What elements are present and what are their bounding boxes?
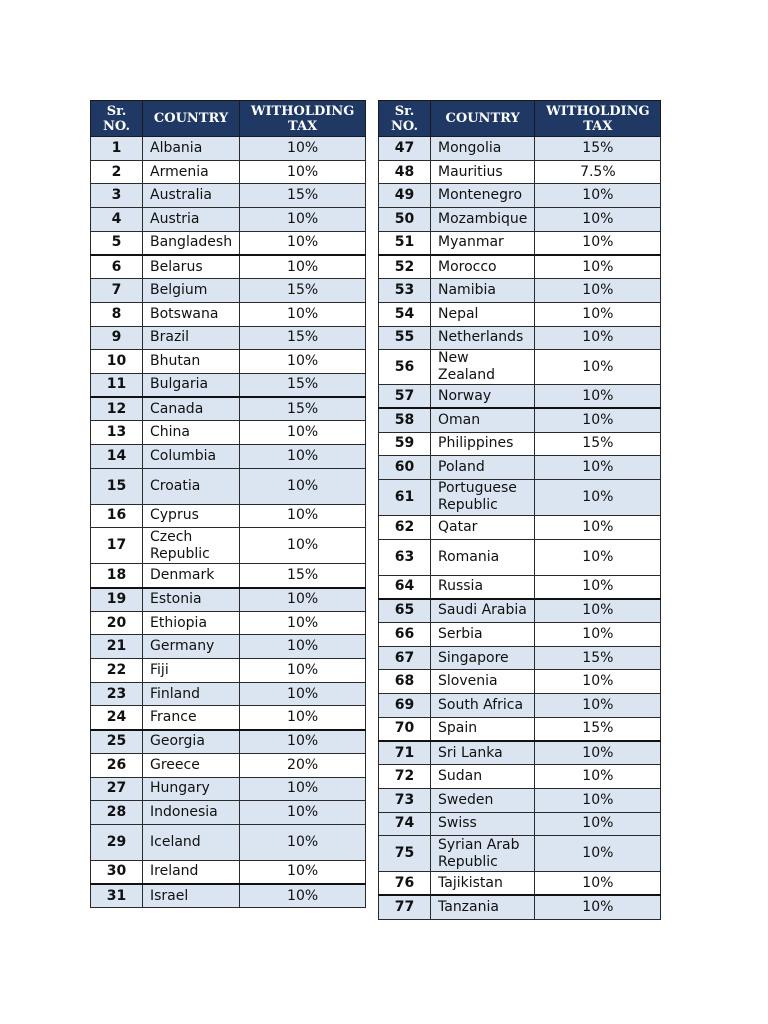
sr-no-cell: 64 (379, 575, 431, 599)
country-cell: Poland (431, 456, 535, 480)
tax-table-right (378, 100, 661, 920)
tax-rate-cell: 10% (240, 160, 366, 184)
country-cell: Armenia (143, 160, 240, 184)
sr-no-cell: 22 (91, 659, 143, 683)
tax-rate-cell: 10% (535, 408, 661, 432)
tax-rate-cell: 10% (535, 836, 661, 872)
tax-rate-cell: 10% (240, 528, 366, 564)
table-row (379, 255, 661, 279)
tax-rate-cell: 10% (240, 611, 366, 635)
table-row (379, 812, 661, 836)
table-row (379, 385, 661, 409)
sr-no-cell: 19 (91, 588, 143, 612)
table-row (91, 184, 366, 208)
country-cell: Georgia (143, 730, 240, 754)
table-row (91, 824, 366, 860)
sr-no-cell: 24 (91, 706, 143, 730)
sr-no-cell: 76 (379, 872, 431, 896)
tax-rate-cell: 10% (535, 670, 661, 694)
country-cell: Saudi Arabia (431, 599, 535, 623)
table-row (91, 588, 366, 612)
country-cell: Romania (431, 539, 535, 575)
table-row (379, 302, 661, 326)
sr-no-cell: 17 (91, 528, 143, 564)
tax-rate-cell: 15% (240, 373, 366, 397)
country-cell: Sudan (431, 765, 535, 789)
table-row (91, 397, 366, 421)
country-cell: France (143, 706, 240, 730)
right-table-body (379, 137, 661, 920)
table-row (91, 160, 366, 184)
table-row (91, 801, 366, 825)
tax-rate-cell: 15% (535, 432, 661, 456)
country-cell: Estonia (143, 588, 240, 612)
table-row (379, 279, 661, 303)
tax-rate-cell: 10% (535, 539, 661, 575)
sr-no-cell: 77 (379, 895, 431, 919)
sr-no-cell: 54 (379, 302, 431, 326)
table-row (91, 137, 366, 161)
table-row (379, 456, 661, 480)
tax-rate-cell: 20% (240, 753, 366, 777)
sr-no-cell: 21 (91, 635, 143, 659)
table-row (379, 646, 661, 670)
table-row (91, 279, 366, 303)
table-row (379, 836, 661, 872)
sr-no-cell: 67 (379, 646, 431, 670)
tax-rate-cell: 10% (535, 385, 661, 409)
tax-rate-cell: 15% (240, 279, 366, 303)
table-row (379, 599, 661, 623)
tax-rate-cell: 10% (535, 350, 661, 385)
table-row (91, 682, 366, 706)
table-row (379, 623, 661, 647)
header-withholding-tax: WITHOLDING TAX (535, 101, 661, 137)
header-withholding-tax: WITHOLDING TAX (240, 101, 366, 137)
table-row (91, 421, 366, 445)
country-cell: Tanzania (431, 895, 535, 919)
tax-rate-cell: 10% (535, 479, 661, 515)
table-row (91, 706, 366, 730)
country-cell: Singapore (431, 646, 535, 670)
country-cell: Philippines (431, 432, 535, 456)
table-row (379, 479, 661, 515)
table-row (379, 350, 661, 385)
table-row (379, 231, 661, 255)
country-cell: Bangladesh (143, 231, 240, 255)
left-table-body (91, 137, 366, 908)
tax-rate-cell: 10% (535, 456, 661, 480)
tax-rate-cell: 7.5% (535, 160, 661, 184)
country-cell: Namibia (431, 279, 535, 303)
sr-no-cell: 23 (91, 682, 143, 706)
tax-rate-cell: 10% (240, 504, 366, 528)
table-row (379, 895, 661, 919)
table-row (379, 872, 661, 896)
sr-no-cell: 2 (91, 160, 143, 184)
country-cell: Fiji (143, 659, 240, 683)
country-cell: Australia (143, 184, 240, 208)
sr-no-cell: 59 (379, 432, 431, 456)
tax-rate-cell: 10% (535, 184, 661, 208)
table-row (379, 184, 661, 208)
country-cell: South Africa (431, 694, 535, 718)
country-cell: Tajikistan (431, 872, 535, 896)
tax-rate-cell: 10% (240, 801, 366, 825)
country-cell: Iceland (143, 824, 240, 860)
country-cell: Belarus (143, 255, 240, 279)
country-cell: Hungary (143, 777, 240, 801)
tax-rate-cell: 10% (535, 231, 661, 255)
country-cell: Mozambique (431, 208, 535, 232)
sr-no-cell: 9 (91, 326, 143, 350)
table-row (379, 670, 661, 694)
tax-rate-cell: 10% (535, 575, 661, 599)
table-row (91, 208, 366, 232)
sr-no-cell: 70 (379, 717, 431, 741)
sr-no-cell: 26 (91, 753, 143, 777)
tax-rate-cell: 10% (535, 623, 661, 647)
country-cell: Slovenia (431, 670, 535, 694)
country-cell: Bhutan (143, 350, 240, 374)
tax-rate-cell: 10% (240, 208, 366, 232)
tax-rate-cell: 10% (240, 231, 366, 255)
table-row (379, 208, 661, 232)
table-row (91, 468, 366, 504)
sr-no-cell: 3 (91, 184, 143, 208)
country-cell: Portuguese Republic (431, 479, 535, 515)
sr-no-cell: 51 (379, 231, 431, 255)
tax-rate-cell: 10% (240, 659, 366, 683)
sr-no-cell: 25 (91, 730, 143, 754)
sr-no-cell: 31 (91, 884, 143, 908)
tax-rate-cell: 10% (535, 788, 661, 812)
sr-no-cell: 8 (91, 302, 143, 326)
sr-no-cell: 7 (91, 279, 143, 303)
sr-no-cell: 48 (379, 160, 431, 184)
header-country: COUNTRY (431, 101, 535, 137)
tax-rate-cell: 15% (240, 326, 366, 350)
table-row (91, 231, 366, 255)
sr-no-cell: 12 (91, 397, 143, 421)
tax-rate-cell: 10% (240, 444, 366, 468)
tax-rate-cell: 10% (535, 812, 661, 836)
tax-rate-cell: 10% (240, 588, 366, 612)
sr-no-cell: 73 (379, 788, 431, 812)
sr-no-cell: 27 (91, 777, 143, 801)
sr-no-cell: 52 (379, 255, 431, 279)
country-cell: Finland (143, 682, 240, 706)
country-cell: Israel (143, 884, 240, 908)
country-cell: Myanmar (431, 231, 535, 255)
table-row (91, 659, 366, 683)
sr-no-cell: 14 (91, 444, 143, 468)
country-cell: Austria (143, 208, 240, 232)
country-cell: Denmark (143, 564, 240, 588)
sr-no-cell: 68 (379, 670, 431, 694)
table-row (379, 788, 661, 812)
country-cell: Albania (143, 137, 240, 161)
table-row (379, 717, 661, 741)
country-cell: Montenegro (431, 184, 535, 208)
sr-no-cell: 30 (91, 860, 143, 884)
tax-rate-cell: 15% (535, 137, 661, 161)
sr-no-cell: 75 (379, 836, 431, 872)
tax-rate-cell: 10% (240, 468, 366, 504)
table-row (379, 575, 661, 599)
tax-rate-cell: 10% (535, 279, 661, 303)
sr-no-cell: 16 (91, 504, 143, 528)
sr-no-cell: 63 (379, 539, 431, 575)
country-cell: Netherlands (431, 326, 535, 350)
sr-no-cell: 28 (91, 801, 143, 825)
country-cell: Columbia (143, 444, 240, 468)
header-sr-no: Sr. NO. (379, 101, 431, 137)
table-row (91, 373, 366, 397)
tax-rate-cell: 10% (240, 824, 366, 860)
tax-rate-cell: 10% (535, 302, 661, 326)
tax-rate-cell: 10% (240, 884, 366, 908)
country-cell: Sri Lanka (431, 741, 535, 765)
tax-rate-cell: 10% (240, 682, 366, 706)
sr-no-cell: 15 (91, 468, 143, 504)
country-cell: Cyprus (143, 504, 240, 528)
table-row (91, 611, 366, 635)
sr-no-cell: 66 (379, 623, 431, 647)
table-row (379, 694, 661, 718)
table-row (379, 326, 661, 350)
tax-rate-cell: 10% (240, 137, 366, 161)
table-row (379, 408, 661, 432)
sr-no-cell: 74 (379, 812, 431, 836)
country-cell: Botswana (143, 302, 240, 326)
table-row (91, 564, 366, 588)
tax-rate-cell: 10% (240, 302, 366, 326)
country-cell: Nepal (431, 302, 535, 326)
table-row (91, 326, 366, 350)
header-sr-no: Sr. NO. (91, 101, 143, 137)
table-row (91, 860, 366, 884)
sr-no-cell: 72 (379, 765, 431, 789)
country-cell: Norway (431, 385, 535, 409)
table-row (91, 777, 366, 801)
table-row (91, 884, 366, 908)
country-cell: Syrian Arab Republic (431, 836, 535, 872)
sr-no-cell: 10 (91, 350, 143, 374)
tax-rate-cell: 10% (535, 515, 661, 539)
country-cell: Mauritius (431, 160, 535, 184)
country-cell: Sweden (431, 788, 535, 812)
header-country: COUNTRY (143, 101, 240, 137)
sr-no-cell: 50 (379, 208, 431, 232)
table-row (91, 753, 366, 777)
table-row (379, 515, 661, 539)
tax-rate-cell: 10% (535, 326, 661, 350)
country-cell: Bulgaria (143, 373, 240, 397)
header-row (379, 101, 661, 137)
table-row (379, 137, 661, 161)
table-row (379, 432, 661, 456)
table-row (91, 528, 366, 564)
table-row (379, 160, 661, 184)
tax-rate-cell: 10% (240, 255, 366, 279)
tax-rate-cell: 10% (240, 350, 366, 374)
table-row (91, 730, 366, 754)
sr-no-cell: 56 (379, 350, 431, 385)
country-cell: Brazil (143, 326, 240, 350)
sr-no-cell: 4 (91, 208, 143, 232)
sr-no-cell: 13 (91, 421, 143, 445)
sr-no-cell: 62 (379, 515, 431, 539)
sr-no-cell: 69 (379, 694, 431, 718)
sr-no-cell: 1 (91, 137, 143, 161)
table-row (91, 302, 366, 326)
sr-no-cell: 53 (379, 279, 431, 303)
country-cell: Swiss (431, 812, 535, 836)
tax-rate-cell: 10% (535, 255, 661, 279)
table-row (91, 635, 366, 659)
tax-rate-cell: 10% (535, 895, 661, 919)
sr-no-cell: 6 (91, 255, 143, 279)
tax-rate-cell: 10% (240, 860, 366, 884)
tax-rate-cell: 10% (535, 741, 661, 765)
country-cell: Germany (143, 635, 240, 659)
country-cell: Indonesia (143, 801, 240, 825)
country-cell: Canada (143, 397, 240, 421)
sr-no-cell: 71 (379, 741, 431, 765)
tax-rate-cell: 10% (240, 777, 366, 801)
tax-rate-cell: 15% (535, 717, 661, 741)
sr-no-cell: 65 (379, 599, 431, 623)
sr-no-cell: 47 (379, 137, 431, 161)
table-row (379, 741, 661, 765)
tax-rate-cell: 15% (240, 397, 366, 421)
country-cell: Czech Republic (143, 528, 240, 564)
country-cell: Mongolia (431, 137, 535, 161)
country-cell: Russia (431, 575, 535, 599)
tax-rate-cell: 15% (535, 646, 661, 670)
country-cell: New Zealand (431, 350, 535, 385)
table-row (91, 350, 366, 374)
tax-rate-cell: 10% (535, 765, 661, 789)
table-row (379, 539, 661, 575)
sr-no-cell: 20 (91, 611, 143, 635)
sr-no-cell: 61 (379, 479, 431, 515)
sr-no-cell: 57 (379, 385, 431, 409)
sr-no-cell: 29 (91, 824, 143, 860)
country-cell: Ireland (143, 860, 240, 884)
tax-table-left (90, 100, 366, 908)
sr-no-cell: 5 (91, 231, 143, 255)
sr-no-cell: 55 (379, 326, 431, 350)
country-cell: Belgium (143, 279, 240, 303)
country-cell: Greece (143, 753, 240, 777)
country-cell: Ethiopia (143, 611, 240, 635)
tax-rate-cell: 10% (535, 694, 661, 718)
country-cell: Oman (431, 408, 535, 432)
tax-rate-cell: 15% (240, 564, 366, 588)
tax-rate-cell: 10% (240, 706, 366, 730)
sr-no-cell: 11 (91, 373, 143, 397)
sr-no-cell: 49 (379, 184, 431, 208)
sr-no-cell: 60 (379, 456, 431, 480)
country-cell: Serbia (431, 623, 535, 647)
sr-no-cell: 58 (379, 408, 431, 432)
table-row (91, 504, 366, 528)
country-cell: Croatia (143, 468, 240, 504)
tax-rate-cell: 10% (240, 635, 366, 659)
header-row (91, 101, 366, 137)
tax-rate-cell: 15% (240, 184, 366, 208)
table-row (91, 444, 366, 468)
country-cell: Qatar (431, 515, 535, 539)
tax-rate-cell: 10% (240, 730, 366, 754)
country-cell: China (143, 421, 240, 445)
tax-rate-cell: 10% (240, 421, 366, 445)
tax-rate-cell: 10% (535, 599, 661, 623)
tax-rate-cell: 10% (535, 208, 661, 232)
country-cell: Spain (431, 717, 535, 741)
table-row (91, 255, 366, 279)
tax-rate-cell: 10% (535, 872, 661, 896)
country-cell: Morocco (431, 255, 535, 279)
table-row (379, 765, 661, 789)
sr-no-cell: 18 (91, 564, 143, 588)
